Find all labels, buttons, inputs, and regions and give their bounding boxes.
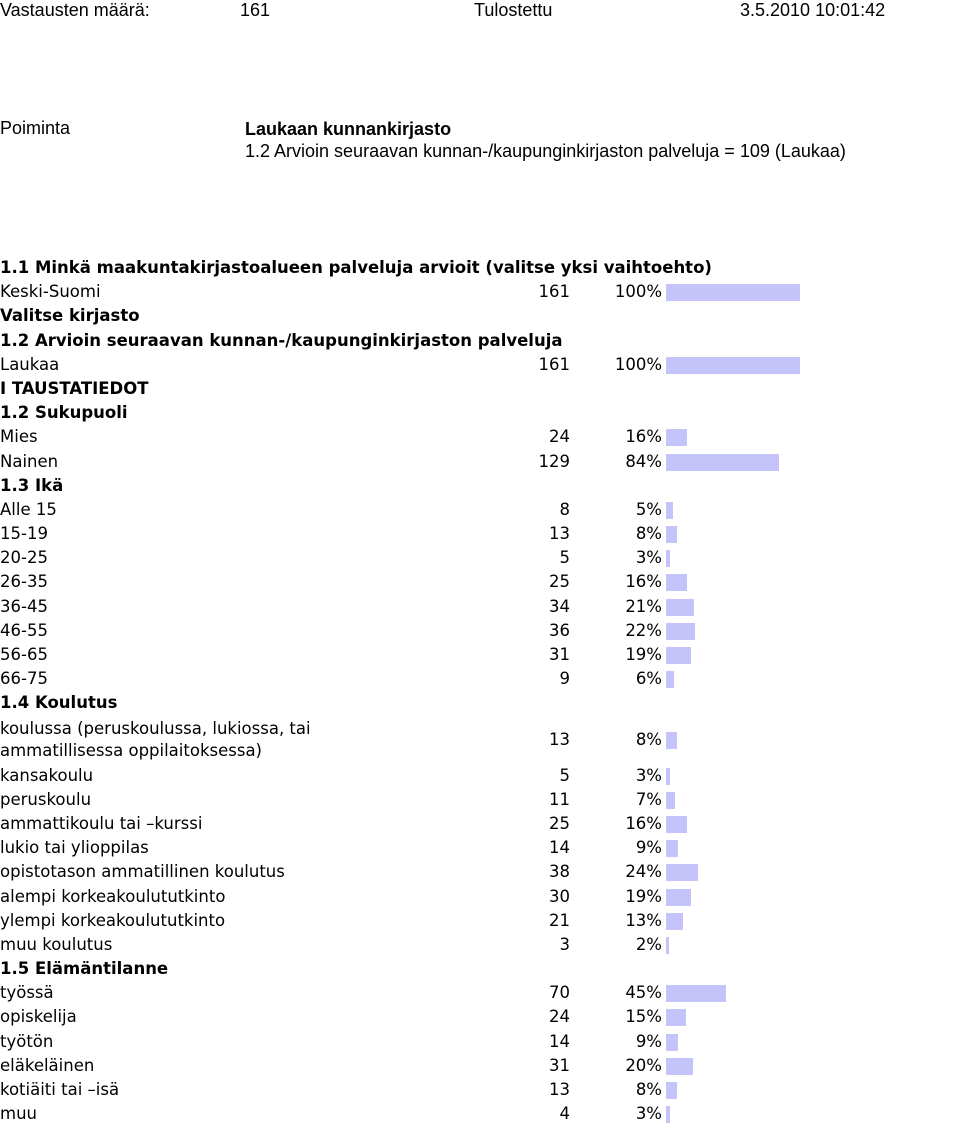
row-count: 3 — [559, 934, 570, 954]
table-row — [0, 595, 960, 619]
row-label-text: 26-35 — [0, 572, 48, 592]
row-label-text: kotiäiti tai –isä — [0, 1080, 120, 1099]
row-label — [0, 885, 225, 909]
row-percent: 100% — [614, 354, 662, 374]
row-label — [0, 425, 38, 449]
row-count: 5 — [559, 765, 570, 785]
row-label-text: työssä — [0, 983, 54, 1003]
row-count: 161 — [538, 354, 570, 374]
row-label — [0, 546, 48, 570]
percent-bar — [666, 1082, 677, 1099]
row-label — [0, 1102, 37, 1126]
table-row — [0, 353, 960, 377]
percent-bar — [666, 937, 669, 954]
row-percent: 45% — [625, 983, 662, 1003]
percent-bar — [666, 284, 800, 301]
row-label-text: työtön — [0, 1031, 54, 1051]
table-row — [0, 546, 960, 570]
row-label-text: Mies — [0, 427, 38, 447]
row-percent: 20% — [625, 1055, 662, 1075]
percent-bar — [666, 864, 698, 881]
selection-label: Poiminta — [0, 118, 71, 138]
table-row — [0, 1005, 960, 1029]
row-label-text: 15-19 — [0, 524, 48, 544]
row-count: 30 — [549, 886, 570, 906]
table-row — [0, 280, 960, 304]
table-row — [0, 716, 960, 764]
row-label-text: 20-25 — [0, 548, 48, 568]
row-label-text: 56-65 — [0, 645, 48, 664]
row-percent: 3% — [635, 1104, 662, 1124]
row-count: 25 — [549, 813, 570, 833]
row-count: 14 — [549, 838, 570, 858]
row-count: 38 — [549, 862, 570, 882]
row-count: 13 — [549, 1080, 570, 1099]
row-label — [0, 450, 58, 474]
row-label-text: muu — [0, 1104, 37, 1124]
table-row — [0, 667, 960, 691]
percent-bar — [666, 671, 674, 688]
row-percent: 9% — [635, 1031, 662, 1051]
percent-bar — [666, 889, 691, 906]
selection-criterion: 1.2 Arvioin seuraavan kunnan-/kaupunginkirjaston palveluja = 109 (Laukaa) — [245, 141, 846, 161]
percent-bar — [666, 840, 678, 857]
table-row — [0, 812, 960, 836]
row-label — [0, 643, 48, 667]
row-label-text: opiskelija — [0, 1007, 77, 1027]
table-row — [0, 909, 960, 933]
row-label-text: koulussa (peruskoulussa, lukiossa, tai — [0, 718, 311, 738]
table-row — [0, 425, 960, 449]
row-percent: 16% — [625, 427, 662, 447]
row-percent: 84% — [625, 451, 662, 471]
row-count: 13 — [549, 524, 570, 544]
table-row — [0, 764, 960, 788]
row-count: 4 — [559, 1104, 570, 1124]
row-percent: 16% — [625, 572, 662, 592]
percent-bar — [666, 816, 687, 833]
table-row — [0, 1078, 960, 1102]
section-heading: I TAUSTATIEDOT — [0, 378, 149, 398]
row-label-text: kansakoulu — [0, 765, 94, 785]
row-label — [0, 595, 48, 619]
row-label — [0, 619, 48, 643]
row-count: 31 — [549, 645, 570, 664]
row-label-text-line2: ammatillisessa oppilaitoksessa) — [0, 740, 262, 760]
row-count: 21 — [549, 910, 570, 930]
row-label — [0, 836, 149, 860]
selection-block — [245, 118, 846, 162]
section-heading: Valitse kirjasto — [0, 306, 140, 326]
table-row — [0, 1030, 960, 1054]
row-percent: 19% — [625, 645, 662, 664]
row-label-text: Laukaa — [0, 354, 60, 374]
row-count: 36 — [549, 620, 570, 640]
section-heading: 1.2 Sukupuoli — [0, 403, 128, 423]
table-row — [0, 885, 960, 909]
percent-bar — [666, 985, 726, 1002]
row-label — [0, 718, 311, 762]
row-percent: 7% — [635, 789, 662, 809]
row-label-text: 66-75 — [0, 669, 48, 689]
results-table — [0, 256, 960, 1126]
row-label-text: eläkeläinen — [0, 1055, 95, 1075]
row-percent: 21% — [625, 596, 662, 616]
row-label-text: lukio tai ylioppilas — [0, 838, 149, 858]
row-percent: 8% — [635, 1080, 662, 1099]
row-label-text: Nainen — [0, 451, 59, 471]
table-row — [0, 522, 960, 546]
table-row — [0, 981, 960, 1005]
row-count: 34 — [549, 596, 570, 616]
row-percent: 8% — [635, 729, 662, 749]
row-label-text: 36-45 — [0, 596, 48, 616]
row-label — [0, 1054, 94, 1078]
percent-bar — [666, 792, 675, 809]
row-count: 70 — [549, 983, 570, 1003]
row-label-text: Keski-Suomi — [0, 282, 101, 302]
percent-bar — [666, 732, 677, 749]
table-row — [0, 619, 960, 643]
row-label — [0, 1078, 119, 1102]
percent-bar — [666, 526, 677, 543]
row-label — [0, 933, 112, 957]
row-label-text: opistotason ammatillinen koulutus — [0, 862, 285, 882]
section-heading: 1.3 Ikä — [0, 475, 64, 495]
row-percent: 15% — [625, 1007, 662, 1027]
row-percent: 3% — [635, 548, 662, 568]
table-row — [0, 1054, 960, 1078]
table-row — [0, 498, 960, 522]
row-count: 5 — [559, 548, 570, 568]
percent-bar — [666, 913, 683, 930]
table-row — [0, 860, 960, 884]
row-count: 24 — [549, 1007, 570, 1027]
row-percent: 9% — [635, 838, 662, 858]
percent-bar — [666, 502, 673, 519]
report-header — [0, 0, 960, 24]
table-row — [0, 788, 960, 812]
row-label — [0, 1030, 53, 1054]
row-percent: 19% — [625, 886, 662, 906]
percent-bar — [666, 550, 670, 567]
row-label-text: Alle 15 — [0, 499, 57, 519]
table-row — [0, 643, 960, 667]
row-percent: 13% — [625, 910, 662, 930]
responses-label: Vastausten määrä: — [0, 0, 150, 20]
printed-label: Tulostettu — [474, 0, 553, 20]
row-label — [0, 667, 48, 691]
row-count: 161 — [538, 282, 570, 302]
section-heading: 1.1 Minkä maakuntakirjastoalueen palveluja arvioit (valitse yksi vaihtoehto) — [0, 258, 712, 277]
row-label-text: alempi korkeakoulututkinto — [0, 886, 226, 906]
row-label — [0, 570, 48, 594]
row-count: 9 — [559, 669, 570, 689]
row-percent: 6% — [635, 669, 662, 689]
percent-bar — [666, 768, 670, 785]
row-percent: 24% — [625, 862, 662, 882]
row-label — [0, 522, 48, 546]
row-percent: 5% — [635, 499, 662, 519]
row-percent: 100% — [614, 282, 662, 302]
row-percent: 3% — [635, 765, 662, 785]
row-label — [0, 498, 57, 522]
responses-count: 161 — [240, 0, 271, 20]
section-heading: 1.5 Elämäntilanne — [0, 959, 169, 979]
printed-datetime: 3.5.2010 10:01:42 — [740, 0, 886, 20]
row-label — [0, 280, 101, 304]
row-label — [0, 1005, 77, 1029]
row-percent: 16% — [625, 813, 662, 833]
row-label — [0, 860, 285, 884]
percent-bar — [666, 1106, 670, 1123]
row-count: 14 — [549, 1031, 570, 1051]
row-percent: 2% — [635, 934, 662, 954]
row-count: 11 — [549, 789, 570, 809]
table-row — [0, 836, 960, 860]
row-count: 8 — [559, 499, 570, 519]
section-heading: 1.2 Arvioin seuraavan kunnan-/kaupunginkirjaston palveluja — [0, 330, 563, 350]
percent-bar — [666, 1009, 686, 1026]
row-label-text: muu koulutus — [0, 934, 113, 954]
row-label — [0, 788, 91, 812]
row-label — [0, 909, 225, 933]
table-row — [0, 1102, 960, 1126]
row-label — [0, 353, 59, 377]
row-label — [0, 812, 202, 836]
percent-bar — [666, 357, 800, 374]
row-label-text: ylempi korkeakoulututkinto — [0, 910, 226, 930]
table-row — [0, 570, 960, 594]
row-percent: 8% — [635, 524, 662, 544]
row-count: 24 — [549, 427, 570, 447]
row-count: 25 — [549, 572, 570, 592]
row-label-text: ammattikoulu tai –kurssi — [0, 813, 203, 833]
row-count: 129 — [538, 451, 570, 471]
percent-bar — [666, 623, 695, 640]
percent-bar — [666, 574, 687, 591]
percent-bar — [666, 647, 691, 664]
percent-bar — [666, 1058, 693, 1075]
row-count: 13 — [549, 729, 570, 749]
row-label-text: 46-55 — [0, 620, 48, 640]
percent-bar — [666, 599, 694, 616]
row-label-text: peruskoulu — [0, 789, 92, 809]
section-heading: 1.4 Koulutus — [0, 693, 118, 713]
row-label — [0, 981, 54, 1005]
row-count: 31 — [549, 1055, 570, 1075]
table-row — [0, 933, 960, 957]
percent-bar — [666, 429, 687, 446]
table-row — [0, 450, 960, 474]
row-percent: 22% — [625, 620, 662, 640]
row-label — [0, 764, 93, 788]
selection-title: Laukaan kunnankirjasto — [245, 119, 452, 139]
percent-bar — [666, 1034, 678, 1051]
percent-bar — [666, 454, 779, 471]
